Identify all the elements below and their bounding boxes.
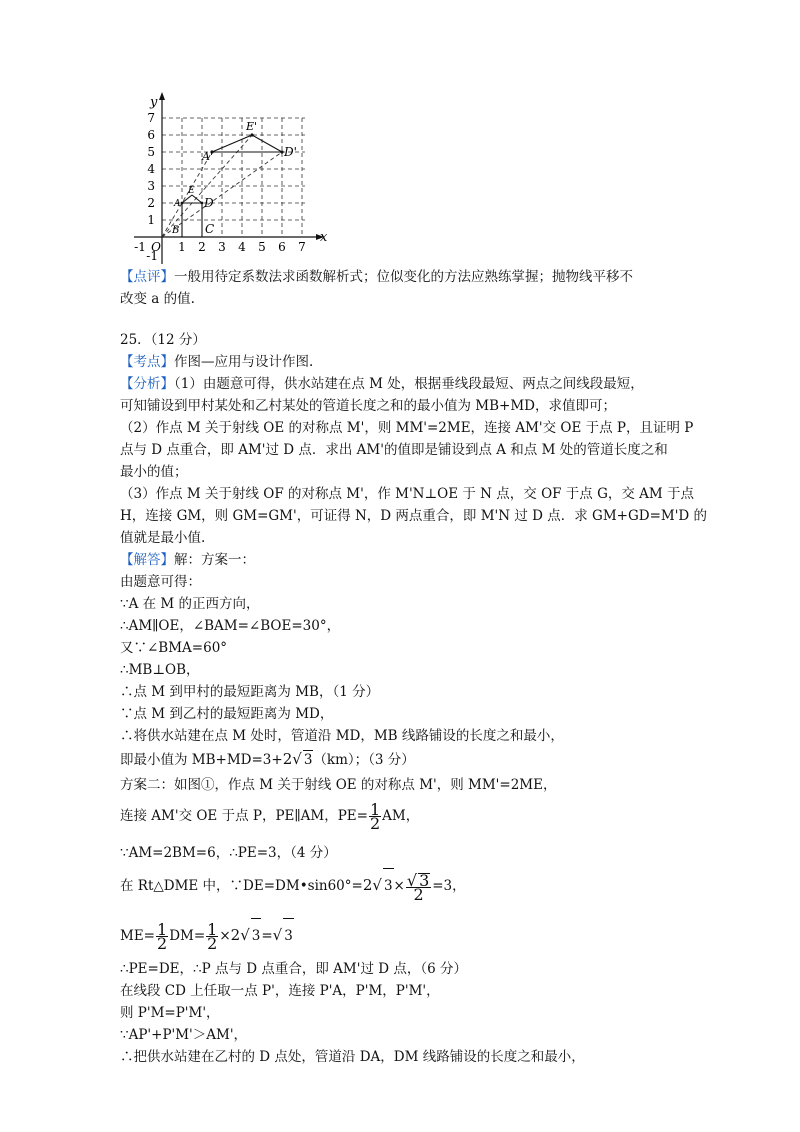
x-tick-label: 6 — [278, 240, 286, 254]
point-label-d1: D' — [284, 145, 297, 159]
y-tick-label: 2 — [147, 196, 155, 210]
x-axis-label: x — [320, 230, 328, 245]
fenxi-line — [120, 375, 644, 393]
segment-e1-d1 — [252, 135, 282, 152]
x-tick-label: -1 — [134, 240, 146, 254]
kaodian-text: 作图—应用与设计作图. — [174, 354, 314, 370]
segment-a1-e1 — [212, 135, 252, 152]
kaodian-tag: 【考点】 — [120, 354, 174, 370]
grid — [162, 118, 305, 237]
point-label-a1: A' — [202, 150, 213, 163]
solution-line: ∴把供水站建在乙村的 D 点处，管道沿 DA，DM 线路铺设的长度之和最小， — [120, 1049, 585, 1065]
solution-line: ∵点 M 到乙村的最短距离为 MD， — [120, 706, 334, 722]
x-tick-label: 5 — [258, 240, 266, 254]
jieda-line — [120, 551, 255, 569]
x-tick-label: 4 — [238, 240, 246, 254]
solution-line: ∵AP'+P'M'＞AM'， — [120, 1027, 248, 1043]
fenxi-line: 可知铺设到甲村某处和乙村某处的管道长度之和的最小值为 MB+MD，求值即可； — [120, 398, 616, 414]
origin-label: O — [151, 240, 161, 254]
y-tick-label: 7 — [147, 111, 155, 125]
segment-e-d — [192, 195, 202, 203]
y-tick-label: 6 — [147, 128, 155, 142]
comment-line-2: 改变 a 的值. — [120, 291, 195, 307]
point-label-a: A — [174, 199, 181, 209]
comment-tag: 【点评】 — [120, 269, 174, 285]
point-label-e1: E' — [246, 120, 258, 133]
point-label-b: B — [172, 225, 180, 236]
fenxi-line: 最小的值； — [120, 464, 188, 480]
fraction-half: $\frac{1}{2}$ — [369, 800, 381, 833]
solution-line: ∴AM∥OE，∠BAM=∠BOE=30°， — [120, 618, 341, 634]
fenxi-line: H，连接 GM，则 GM=GM'，可证得 N，D 两点重合，即 M'N 过 D 点．求 GM+GD=M'D 的 — [120, 508, 708, 524]
plan-two-line: 方案二：如图①，作点 M 关于射线 OE 的对称点 M'，则 MM'=2ME， — [120, 777, 557, 793]
segment-a-e — [182, 195, 192, 203]
y-tick-label: 3 — [147, 179, 155, 193]
solution-line: ∴点 M 到甲村的最短距离为 MB，（1 分） — [120, 684, 380, 700]
y-tick-label: -1 — [146, 249, 158, 263]
comment-text: 一般用待定系数法求函数解析式；位似变化的方法应熟练掌握；抛物线平移不 — [174, 269, 633, 285]
coordinate-plane — [128, 90, 368, 265]
point-label-d: D — [204, 196, 214, 210]
rt-line: 在 Rt△DME 中，∵DE=DM•sin60°=2√ 3× $\frac{√ 3}{2}$ =3， — [120, 868, 466, 903]
kaodian-line — [120, 353, 313, 371]
y-axis-arrow — [159, 92, 165, 100]
y-axis-label: y — [150, 95, 158, 110]
jieda-text: 解：方案一： — [174, 552, 255, 568]
solution-line: ∵A 在 M 的正西方向， — [120, 596, 260, 612]
fenxi-tag: 【分析】 — [120, 376, 174, 392]
x-tick-label: 3 — [218, 240, 226, 254]
min-value-line: 即最小值为 MB+MD=3+2√ 3（km）；（3 分） — [120, 750, 415, 768]
y-tick-label: 1 — [147, 213, 155, 227]
me-line: ME= $\frac{1}{2}$ DM= $\frac{1}{2}$ ×2√ 3=√ 3 — [120, 920, 293, 953]
fraction-sqrt3-over-2: $\frac{√ 3}{2}$ — [406, 870, 430, 904]
point-label-c: C — [205, 222, 215, 236]
fenxi-line: （3）作点 M 关于射线 OF 的对称点 M'，作 M'N⊥OE 于 N 点，交 OF 于点 G，交 AM 于点 — [120, 486, 695, 502]
point-label-e: E — [188, 186, 195, 196]
fenxi-text: （1）由题意可得，供水站建在点 M 处，根据垂线段最短、两点之间线段最短， — [174, 376, 644, 392]
comment-line-1 — [120, 268, 633, 286]
jieda-tag: 【解答】 — [120, 552, 174, 568]
fenxi-line: （2）作点 M 关于射线 OE 的对称点 M'，则 MM'=2ME，连接 AM'交 OE 于点 P，且证明 P — [120, 420, 694, 436]
question-heading: 25．（12 分） — [120, 332, 206, 348]
solution-line: ∴MB⊥OB， — [120, 662, 200, 678]
solution-line: 在线段 CD 上任取一点 P'，连接 P'A，P'M，P'M'， — [120, 983, 440, 999]
x-tick-label: 1 — [178, 240, 186, 254]
solution-line: 又∵∠BMA=60° — [120, 640, 228, 656]
solution-line: 由题意可得： — [120, 574, 201, 590]
solution-line: ∴PE=DE，∴P 点与 D 点重合，即 AM'过 D 点，（6 分） — [120, 961, 467, 977]
pe-line: 连接 AM'交 OE 于点 P，PE∥AM，PE= $\frac{1}{2}$ AM， — [120, 800, 420, 833]
fenxi-line: 值就是最小值. — [120, 530, 206, 546]
y-tick-label: 4 — [147, 162, 155, 176]
x-tick-label: 7 — [298, 240, 306, 254]
solution-line: 则 P'M=P'M'， — [120, 1005, 220, 1021]
fenxi-line: 点与 D 点重合，即 AM'过 D 点．求出 AM'的值即是铺设到点 A 和点 M 处的管道长度之和 — [120, 442, 668, 458]
coordinate-figure — [128, 90, 368, 265]
x-tick-label: 2 — [198, 240, 206, 254]
am-line: ∵AM=2BM=6，∴PE=3，（4 分） — [120, 845, 337, 861]
solution-line: ∴将供水站建在点 M 处时，管道沿 MD，MB 线路铺设的长度之和最小， — [120, 728, 564, 744]
y-tick-label: 5 — [147, 145, 155, 159]
